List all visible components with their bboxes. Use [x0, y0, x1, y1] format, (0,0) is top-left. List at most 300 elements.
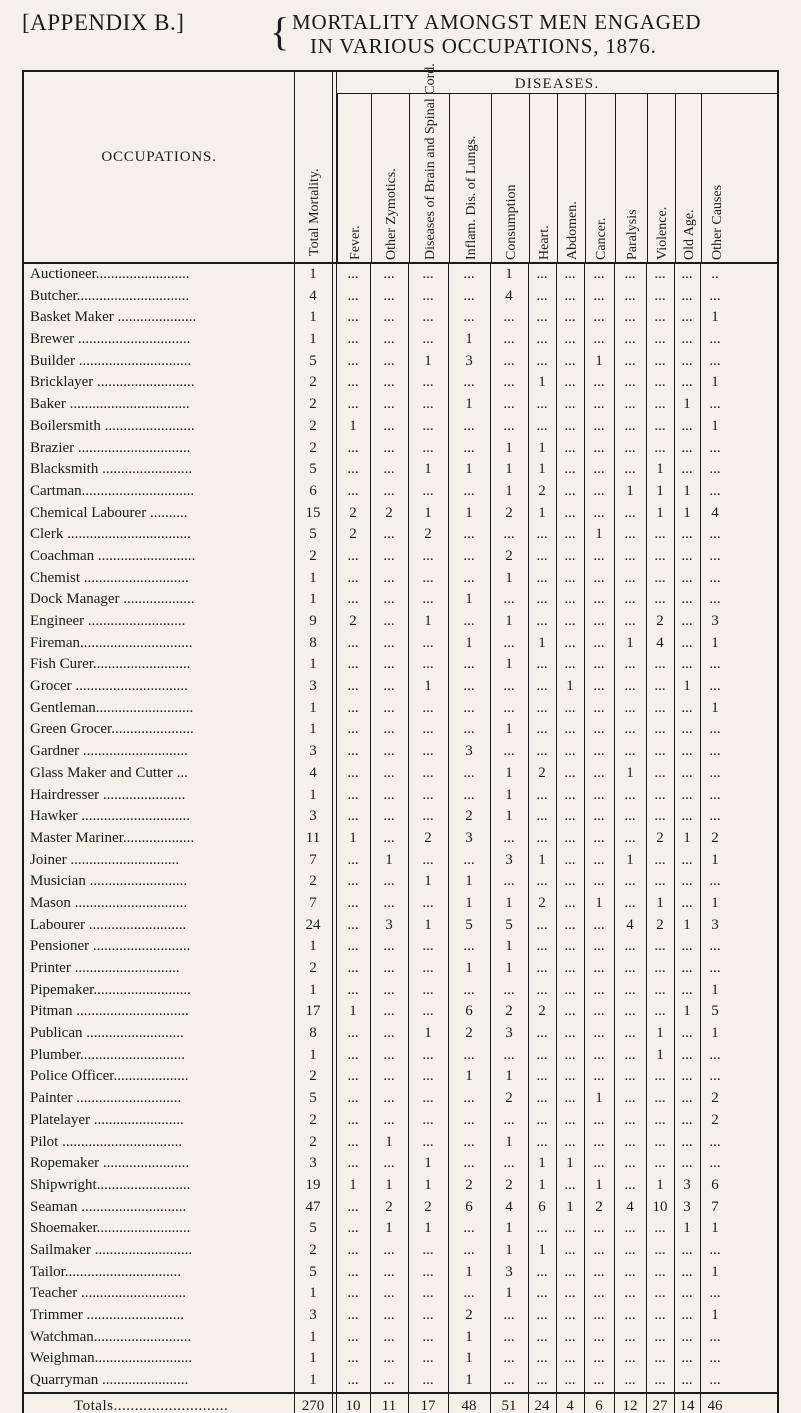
table-row	[24, 1240, 777, 1262]
disease-count-cell: ...	[593, 851, 605, 868]
disease-count-cell: ...	[536, 569, 548, 586]
disease-count-cell: ...	[383, 894, 395, 911]
totals-count-cell: 14	[679, 1397, 695, 1413]
disease-count-cell: 1	[566, 1155, 574, 1172]
disease-count-cell: ...	[383, 938, 395, 955]
disease-count-cell: ...	[709, 526, 721, 543]
column-rule	[370, 264, 371, 1392]
totals-label: Totals...........................	[74, 1397, 229, 1413]
table-row	[24, 524, 777, 546]
disease-count-cell: ...	[536, 1372, 548, 1389]
disease-count-cell: 1	[424, 352, 432, 369]
disease-count-cell: ...	[422, 1350, 434, 1367]
occupation-cell: Plumber............................	[30, 1046, 186, 1063]
disease-count-cell: ...	[593, 569, 605, 586]
totals-count-cell: 51	[501, 1397, 517, 1413]
disease-count-cell: 2	[505, 1003, 513, 1020]
disease-count-cell: ...	[503, 743, 515, 760]
disease-count-cell: 1	[683, 916, 691, 933]
disease-header-col	[647, 94, 675, 262]
disease-count-cell: ...	[681, 309, 693, 326]
disease-count-cell: ...	[422, 786, 434, 803]
table-row	[24, 329, 777, 351]
disease-count-cell: 2	[349, 526, 357, 543]
column-rule	[408, 1394, 409, 1413]
disease-count-cell: ...	[347, 1068, 359, 1085]
column-rule	[370, 1394, 371, 1413]
disease-count-cell: ...	[347, 1220, 359, 1237]
disease-count-cell: ...	[654, 960, 666, 976]
occupation-cell: Auctioneer.........................	[30, 266, 190, 282]
disease-count-cell: ...	[624, 396, 636, 413]
disease-count-cell: ...	[564, 1133, 576, 1150]
table-row	[24, 893, 777, 915]
total-mortality-cell: 1	[309, 981, 317, 998]
occupation-cell: Weighman..........................	[30, 1350, 193, 1367]
disease-count-cell: 1	[465, 1328, 473, 1345]
disease-count-cell: ...	[681, 526, 693, 543]
table-row	[24, 1218, 777, 1240]
disease-header-label: Consumption	[504, 184, 519, 260]
disease-count-cell: 1	[595, 526, 603, 543]
disease-count-cell: 1	[711, 1025, 719, 1042]
table-row	[24, 850, 777, 872]
occupation-cell: Trimmer ..........................	[30, 1307, 185, 1323]
total-mortality-cell: 1	[309, 309, 317, 326]
column-rule	[674, 264, 675, 1392]
occupation-cell: Sailmaker ..........................	[30, 1241, 193, 1258]
disease-count-cell: ...	[654, 808, 666, 825]
disease-count-cell: ...	[564, 1285, 576, 1302]
disease-header-col	[675, 94, 701, 262]
occupation-cell: Builder ..............................	[30, 352, 192, 369]
disease-count-cell: ...	[463, 287, 475, 304]
disease-count-cell: ...	[681, 417, 693, 434]
table-row	[24, 698, 777, 720]
disease-count-cell: ...	[654, 352, 666, 369]
total-mortality-cell: 2	[309, 1133, 317, 1150]
disease-count-cell: ...	[624, 1263, 636, 1280]
appendix-label: [APPENDIX B.]	[22, 10, 185, 35]
disease-count-cell: ...	[709, 656, 721, 673]
disease-count-cell: ...	[709, 1328, 721, 1345]
occupation-cell: Printer ............................	[30, 960, 180, 976]
table-row	[24, 785, 777, 807]
table-row	[24, 1370, 777, 1392]
disease-count-cell: ...	[624, 873, 636, 890]
disease-count-cell: ...	[624, 504, 636, 521]
disease-count-cell: ...	[681, 1025, 693, 1042]
disease-header-label: Cancer.	[594, 217, 609, 260]
occupation-cell: Chemist ............................	[30, 569, 189, 586]
disease-count-cell: ...	[383, 1090, 395, 1107]
table-row	[24, 568, 777, 590]
disease-count-cell: ...	[654, 743, 666, 760]
disease-count-cell: 2	[505, 504, 513, 521]
disease-count-cell: 2	[465, 1176, 473, 1193]
disease-count-cell: 1	[505, 938, 513, 955]
disease-count-cell: 2	[656, 829, 664, 846]
disease-count-cell: ...	[536, 1046, 548, 1063]
disease-count-cell: ...	[347, 960, 359, 976]
disease-count-cell: ...	[422, 547, 434, 564]
disease-count-cell: ...	[564, 1025, 576, 1042]
disease-count-cell: 2	[465, 1025, 473, 1042]
disease-count-cell: ...	[564, 981, 576, 998]
total-mortality-cell: 5	[309, 1263, 317, 1280]
column-rule	[294, 264, 295, 1392]
disease-count-cell: ...	[681, 1307, 693, 1323]
disease-count-cell: ...	[383, 656, 395, 673]
total-mortality-cell: 2	[309, 1111, 317, 1128]
total-mortality-cell: 1	[309, 656, 317, 673]
disease-count-cell: ...	[536, 309, 548, 326]
disease-count-cell: ...	[536, 656, 548, 673]
table-row	[24, 481, 777, 503]
disease-count-cell: ...	[624, 894, 636, 911]
disease-count-cell: 1	[656, 1025, 664, 1042]
disease-count-cell: ...	[624, 439, 636, 456]
disease-count-cell: ...	[503, 309, 515, 326]
disease-count-cell: ...	[347, 1372, 359, 1389]
disease-count-cell: 1	[711, 1220, 719, 1237]
disease-count-cell: ...	[422, 764, 434, 781]
disease-count-cell: ...	[383, 1111, 395, 1128]
total-mortality-cell: 11	[305, 829, 321, 846]
disease-count-cell: ...	[463, 613, 475, 629]
disease-count-cell: 1	[656, 1176, 664, 1193]
disease-count-cell: ...	[593, 266, 605, 282]
total-mortality-cell: 2	[309, 1241, 317, 1258]
disease-count-cell: ...	[383, 374, 395, 391]
disease-count-cell: 1	[505, 764, 513, 781]
disease-count-cell: 1	[711, 894, 719, 911]
total-mortality-cell: 3	[309, 808, 317, 825]
disease-count-cell: ...	[383, 331, 395, 348]
disease-count-cell: ...	[347, 352, 359, 369]
disease-count-cell: ...	[564, 894, 576, 911]
disease-count-cell: ...	[593, 1328, 605, 1345]
disease-count-cell: ...	[593, 1220, 605, 1237]
occupation-cell: Engineer ..........................	[30, 613, 186, 629]
disease-count-cell: ...	[709, 482, 721, 499]
disease-count-cell: ...	[624, 1133, 636, 1150]
disease-count-cell: ...	[347, 266, 359, 282]
occupation-cell: Pipemaker..........................	[30, 981, 191, 998]
disease-count-cell: ...	[564, 504, 576, 521]
occupation-cell: Tailor...............................	[30, 1263, 182, 1280]
disease-count-cell: ...	[593, 873, 605, 890]
disease-count-cell: ...	[624, 266, 636, 282]
disease-count-cell: ...	[681, 743, 693, 760]
occupation-cell: Blacksmith ........................	[30, 461, 193, 478]
disease-count-cell: 1	[505, 482, 513, 499]
disease-count-cell: ...	[422, 743, 434, 760]
disease-count-cell: 1	[626, 482, 634, 499]
disease-count-cell: ...	[654, 656, 666, 673]
disease-count-cell: ...	[624, 331, 636, 348]
disease-count-cell: ...	[422, 331, 434, 348]
disease-count-cell: ...	[347, 981, 359, 998]
table-row	[24, 719, 777, 741]
disease-count-cell: 1	[683, 829, 691, 846]
disease-count-cell: 2	[538, 1003, 546, 1020]
disease-count-cell: ...	[593, 721, 605, 738]
disease-count-cell: 1	[505, 1285, 513, 1302]
disease-count-cell: 5	[711, 1003, 719, 1020]
disease-count-cell: ...	[681, 1046, 693, 1063]
occupation-cell: Platelayer ........................	[30, 1111, 184, 1128]
column-rule	[584, 1394, 585, 1413]
disease-count-cell: ...	[681, 938, 693, 955]
disease-header-label: Paralysis	[625, 209, 640, 260]
disease-count-cell: ...	[503, 1372, 515, 1389]
disease-count-cell: ...	[564, 1176, 576, 1193]
disease-count-cell: ...	[681, 764, 693, 781]
disease-count-cell: ...	[536, 981, 548, 998]
disease-count-cell: ...	[503, 1350, 515, 1367]
disease-count-cell: ...	[503, 634, 515, 651]
disease-count-cell: ...	[709, 721, 721, 738]
disease-count-cell: ...	[422, 1328, 434, 1345]
disease-count-cell: ...	[624, 1155, 636, 1172]
disease-count-cell: ...	[654, 1241, 666, 1258]
disease-count-cell: ...	[654, 786, 666, 803]
disease-count-cell: ...	[422, 1263, 434, 1280]
disease-count-cell: ...	[383, 1263, 395, 1280]
table-row	[24, 1001, 777, 1023]
total-mortality-cell: 5	[309, 1220, 317, 1237]
disease-count-cell: 1	[505, 1220, 513, 1237]
total-mortality-cell: 2	[309, 417, 317, 434]
occupation-cell: Shoemaker.........................	[30, 1220, 191, 1237]
occupation-cell: Butcher..............................	[30, 287, 190, 304]
totals-count-cell: 17	[420, 1397, 436, 1413]
disease-count-cell: 2	[711, 829, 719, 846]
disease-count-cell: 1	[505, 656, 513, 673]
column-rule	[448, 1394, 449, 1413]
occupation-cell: Fireman..............................	[30, 634, 193, 651]
disease-count-cell: 1	[505, 894, 513, 911]
disease-count-cell: ...	[564, 1003, 576, 1020]
disease-count-cell: ...	[422, 981, 434, 998]
disease-count-cell: ...	[564, 851, 576, 868]
disease-count-cell: ...	[593, 374, 605, 391]
disease-count-cell: ...	[593, 743, 605, 760]
disease-count-cell: ...	[624, 591, 636, 608]
disease-count-cell: ...	[422, 417, 434, 434]
disease-count-cell: ...	[624, 1176, 636, 1193]
disease-header-label: Fever.	[348, 225, 363, 260]
column-rule	[614, 1394, 615, 1413]
disease-count-cell: 1	[595, 894, 603, 911]
disease-count-cell: ...	[593, 417, 605, 434]
disease-count-cell: ...	[564, 1328, 576, 1345]
disease-header-label: Diseases of Brain and Spinal Cord.	[423, 63, 438, 260]
disease-count-cell: ...	[681, 1133, 693, 1150]
disease-count-cell: ...	[383, 1328, 395, 1345]
disease-count-cell: 3	[683, 1198, 691, 1215]
disease-header-col	[529, 94, 557, 262]
disease-count-cell: ...	[681, 981, 693, 998]
table-row	[24, 1153, 777, 1175]
disease-count-cell: ...	[347, 1263, 359, 1280]
disease-count-cell: ...	[681, 960, 693, 976]
disease-count-cell: ...	[564, 417, 576, 434]
mortality-table	[22, 63, 779, 1413]
disease-count-cell: ...	[709, 960, 721, 976]
disease-count-cell: 1	[626, 851, 634, 868]
disease-count-cell: ...	[654, 309, 666, 326]
disease-count-cell: 1	[711, 981, 719, 998]
table-row	[24, 1348, 777, 1370]
disease-count-cell: 1	[538, 1241, 546, 1258]
table-row	[24, 676, 777, 698]
disease-count-cell: ...	[383, 591, 395, 608]
disease-count-cell: ...	[681, 439, 693, 456]
disease-count-cell: 1	[626, 764, 634, 781]
disease-count-cell: ...	[624, 656, 636, 673]
column-rule	[408, 264, 409, 1392]
table-row	[24, 1045, 777, 1067]
disease-count-cell: ...	[536, 916, 548, 933]
disease-count-cell: 1	[538, 851, 546, 868]
disease-count-cell: ...	[422, 1372, 434, 1389]
disease-count-cell: ...	[624, 1350, 636, 1367]
disease-count-cell: 1	[711, 634, 719, 651]
table-row	[24, 503, 777, 525]
disease-count-cell: 2	[538, 764, 546, 781]
disease-count-cell: ...	[503, 331, 515, 348]
disease-count-cell: 1	[465, 1372, 473, 1389]
disease-count-cell: ...	[624, 417, 636, 434]
column-rule	[584, 264, 585, 1392]
column-rule	[448, 264, 449, 1392]
disease-count-cell: ...	[383, 266, 395, 282]
disease-count-cell: ...	[593, 960, 605, 976]
occupation-cell: Ropemaker .......................	[30, 1155, 190, 1172]
disease-count-cell: ...	[383, 678, 395, 695]
disease-count-cell: 3	[505, 851, 513, 868]
disease-count-cell: ...	[624, 309, 636, 326]
disease-count-cell: ...	[709, 439, 721, 456]
disease-count-cell: ...	[709, 786, 721, 803]
disease-count-cell: ...	[681, 1068, 693, 1085]
table-row	[24, 633, 777, 655]
disease-count-cell: ...	[463, 721, 475, 738]
table-row	[24, 741, 777, 763]
disease-count-cell: ...	[383, 1307, 395, 1323]
disease-count-cell: 1	[505, 1133, 513, 1150]
disease-count-cell: ...	[654, 1307, 666, 1323]
occupations-header: OCCUPATIONS.	[101, 148, 217, 165]
disease-count-cell: ...	[383, 1350, 395, 1367]
disease-count-cell: ...	[347, 439, 359, 456]
disease-count-cell: ...	[709, 287, 721, 304]
totals-count-cell: 4	[566, 1397, 574, 1413]
disease-count-cell: ...	[624, 1111, 636, 1128]
disease-count-cell: ...	[536, 786, 548, 803]
disease-count-cell: 5	[505, 916, 513, 933]
disease-count-cell: ...	[654, 266, 666, 282]
disease-count-cell: 3	[465, 352, 473, 369]
total-mortality-cell: 1	[309, 1328, 317, 1345]
disease-count-cell: ...	[709, 1046, 721, 1063]
disease-count-cell: ...	[383, 569, 395, 586]
disease-count-cell: ...	[564, 764, 576, 781]
disease-count-cell: ...	[536, 1133, 548, 1150]
disease-count-cell: ...	[593, 699, 605, 716]
disease-count-cell: ...	[536, 266, 548, 282]
disease-count-cell: ...	[536, 699, 548, 716]
disease-count-cell: ...	[503, 396, 515, 413]
column-rule	[528, 264, 529, 1392]
total-mortality-cell: 1	[309, 569, 317, 586]
column-rule	[490, 1394, 491, 1413]
disease-count-cell: ...	[422, 851, 434, 868]
page-header	[22, 10, 782, 68]
disease-count-cell: 1	[465, 634, 473, 651]
disease-count-cell: ...	[503, 1307, 515, 1323]
disease-count-cell: ...	[654, 374, 666, 391]
disease-count-cell: 7	[711, 1198, 719, 1215]
disease-header-label: Inflam. Dis. of Lungs.	[464, 135, 479, 260]
disease-count-cell: ...	[536, 938, 548, 955]
table-row	[24, 1305, 777, 1327]
disease-count-cell: 1	[711, 1307, 719, 1323]
disease-count-cell: ...	[593, 1155, 605, 1172]
totals-count-cell: 27	[652, 1397, 668, 1413]
total-mortality-cell: 1	[309, 591, 317, 608]
disease-count-cell: ...	[463, 1220, 475, 1237]
occupation-cell: Mason ..............................	[30, 894, 188, 911]
disease-count-cell: ...	[681, 1241, 693, 1258]
disease-count-cell: ...	[422, 960, 434, 976]
occupation-cell: Basket Maker .....................	[30, 309, 197, 326]
disease-count-cell: ...	[422, 309, 434, 326]
disease-count-cell: 1	[538, 504, 546, 521]
table-row	[24, 1262, 777, 1284]
disease-count-cell: ...	[709, 873, 721, 890]
disease-count-cell: 2	[656, 916, 664, 933]
table-row	[24, 654, 777, 676]
disease-count-cell: ...	[593, 1350, 605, 1367]
disease-count-cell: ...	[681, 721, 693, 738]
disease-count-cell: 1	[385, 851, 393, 868]
disease-count-cell: ...	[593, 396, 605, 413]
total-mortality-cell: 1	[309, 699, 317, 716]
disease-count-cell: ...	[654, 981, 666, 998]
disease-count-cell: 1	[683, 1220, 691, 1237]
occupation-cell: Labourer ..........................	[30, 916, 187, 933]
disease-count-cell: ...	[347, 482, 359, 499]
disease-count-cell: ...	[624, 547, 636, 564]
disease-count-cell: ...	[536, 1285, 548, 1302]
disease-count-cell: ...	[347, 309, 359, 326]
disease-count-cell: 1	[505, 569, 513, 586]
column-rule	[332, 72, 333, 262]
disease-count-cell: ...	[422, 374, 434, 391]
disease-count-cell: ...	[564, 613, 576, 629]
disease-count-cell: ...	[593, 786, 605, 803]
disease-count-cell: 1	[465, 461, 473, 478]
total-mortality-cell: 1	[309, 1285, 317, 1302]
table-body	[24, 264, 777, 1392]
disease-count-cell: ...	[654, 396, 666, 413]
disease-count-cell: ...	[536, 591, 548, 608]
disease-count-cell: ...	[536, 613, 548, 629]
disease-count-cell: 3	[683, 1176, 691, 1193]
